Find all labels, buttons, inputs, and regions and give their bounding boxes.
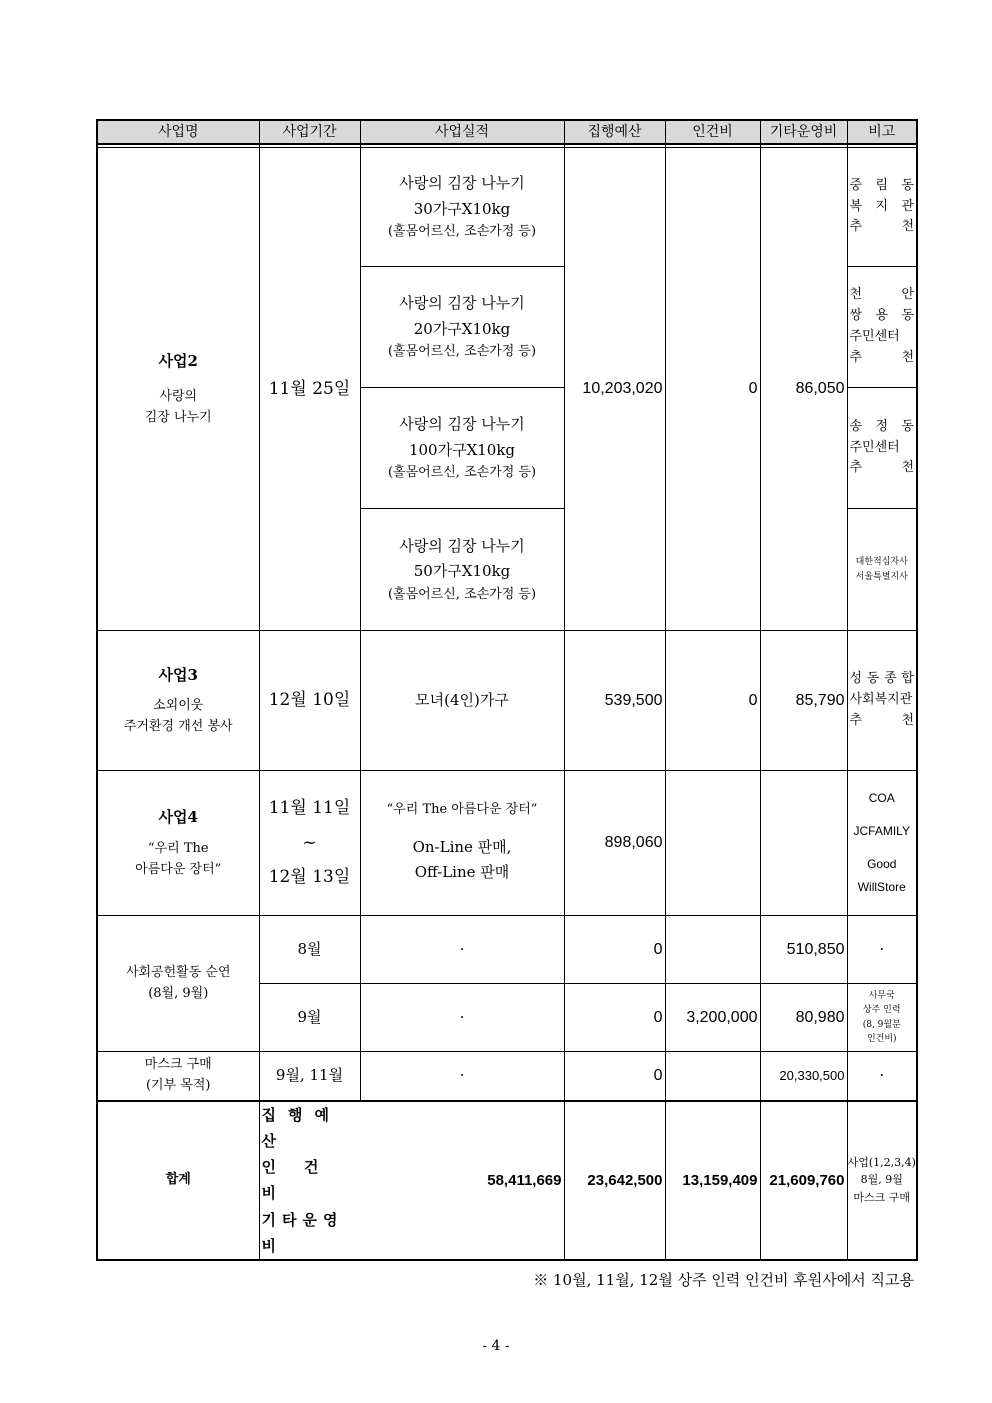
project3-period: 12월 10일	[259, 631, 360, 771]
mask-result: ·	[360, 1052, 564, 1101]
project4-other	[760, 771, 847, 916]
header-other: 기타운영비	[760, 120, 847, 144]
social-sep-budget: 0	[564, 984, 665, 1052]
header-period: 사업기간	[259, 120, 360, 144]
header-budget: 집행예산	[564, 120, 665, 144]
header-labor: 인건비	[665, 120, 760, 144]
total-note: 사업(1,2,3,4) 8월, 9월 마스크 구매	[847, 1101, 917, 1261]
project4-result: “우리 The 아름다운 장터” On-Line 판매, Off-Line 판매	[360, 771, 564, 916]
project3-name-cell	[97, 631, 259, 771]
project3-sub2: 주거환경 개선 봉사	[123, 719, 233, 735]
project2-budget: 10,203,020	[564, 148, 665, 631]
mask-labor	[665, 1052, 760, 1101]
footnote: ※ 10월, 11월, 12월 상주 인력 인건비 후원사에서 직고용	[533, 1271, 914, 1289]
project2-note-3: 송 정 동 주민센터 추 천	[847, 388, 917, 509]
total-label: 합계	[97, 1101, 259, 1261]
total-labels: 집행예산 인건비 기타운영비	[259, 1101, 360, 1261]
mask-other: 20,330,500	[760, 1052, 847, 1101]
page-number: - 4 -	[482, 1338, 510, 1354]
project4-sub1: “우리 The	[147, 840, 209, 856]
total-labor: 13,159,409	[665, 1101, 760, 1261]
total-sum: 58,411,669	[360, 1101, 564, 1261]
project4-labor	[665, 771, 760, 916]
social-sep-other: 80,980	[760, 984, 847, 1052]
table-row	[97, 1052, 917, 1101]
social-aug-labor	[665, 916, 760, 984]
project4-name-cell	[97, 771, 259, 916]
table-row	[97, 631, 917, 771]
budget-table	[96, 119, 918, 1261]
social-aug-result: ·	[360, 916, 564, 984]
project3-result: 모녀(4인)가구	[360, 631, 564, 771]
project2-sub2: 김장 나누기	[144, 409, 212, 425]
total-row	[97, 1101, 917, 1261]
mask-name-cell: 마스크 구매 (기부 목적)	[97, 1052, 259, 1101]
mask-note: ·	[847, 1052, 917, 1101]
project2-other: 86,050	[760, 148, 847, 631]
mask-period: 9월, 11월	[259, 1052, 360, 1101]
social-sep-period: 9월	[259, 984, 360, 1052]
social-aug-period: 8월	[259, 916, 360, 984]
project2-sub1: 사랑의	[159, 388, 198, 404]
project4-note: COA JCFAMILY Good WillStore	[847, 771, 917, 916]
header-result: 사업실적	[360, 120, 564, 144]
project2-period: 11월 25일	[259, 148, 360, 631]
project2-title: 사업2	[158, 352, 198, 371]
project2-result-2: 사랑의 김장 나누기 20가구X10kg (홀몸어르신, 조손가정 등)	[360, 267, 564, 388]
project3-sub1: 소외이웃	[153, 698, 204, 714]
social-aug-other: 510,850	[760, 916, 847, 984]
project2-result-4: 사랑의 김장 나누기 50가구X10kg (홀몸어르신, 조손가정 등)	[360, 509, 564, 631]
project2-labor: 0	[665, 148, 760, 631]
project2-result-1: 사랑의 김장 나누기 30가구X10kg (홀몸어르신, 조손가정 등)	[360, 148, 564, 267]
project3-labor: 0	[665, 631, 760, 771]
project2-note-2: 천 안 쌍 용 동 주민센터 추 천	[847, 267, 917, 388]
total-other: 21,609,760	[760, 1101, 847, 1261]
social-aug-budget: 0	[564, 916, 665, 984]
total-budget: 23,642,500	[564, 1101, 665, 1261]
project2-name-cell	[97, 148, 259, 631]
project2-note-1: 중 림 동 복 지 관 추 천	[847, 148, 917, 267]
project4-title: 사업4	[158, 808, 198, 827]
social-sep-result: ·	[360, 984, 564, 1052]
social-sep-note: 사무국 상주 인력 (8, 9월분 인건비)	[847, 984, 917, 1052]
project4-sub2: 아름다운 장터”	[135, 861, 222, 877]
project2-note-4: 대한적십자사 서울특별지사	[847, 509, 917, 631]
table-row	[97, 148, 917, 267]
header-row	[97, 120, 917, 144]
project2-result-3: 사랑의 김장 나누기 100가구X10kg (홀몸어르신, 조손가정 등)	[360, 388, 564, 509]
project3-budget: 539,500	[564, 631, 665, 771]
project3-note: 성 동 종 합 사회복지관 추 천	[847, 631, 917, 771]
social-name-cell: 사회공헌활동 순연 (8월, 9월)	[97, 916, 259, 1052]
project4-period: 11월 11일 ~ 12월 13일	[259, 771, 360, 916]
table-row	[97, 771, 917, 916]
header-note: 비고	[847, 120, 917, 144]
mask-budget: 0	[564, 1052, 665, 1101]
project3-other: 85,790	[760, 631, 847, 771]
table-row	[97, 916, 917, 984]
project3-title: 사업3	[158, 665, 198, 684]
social-sep-labor: 3,200,000	[665, 984, 760, 1052]
project4-budget: 898,060	[564, 771, 665, 916]
social-aug-note: ·	[847, 916, 917, 984]
header-name: 사업명	[97, 120, 259, 144]
